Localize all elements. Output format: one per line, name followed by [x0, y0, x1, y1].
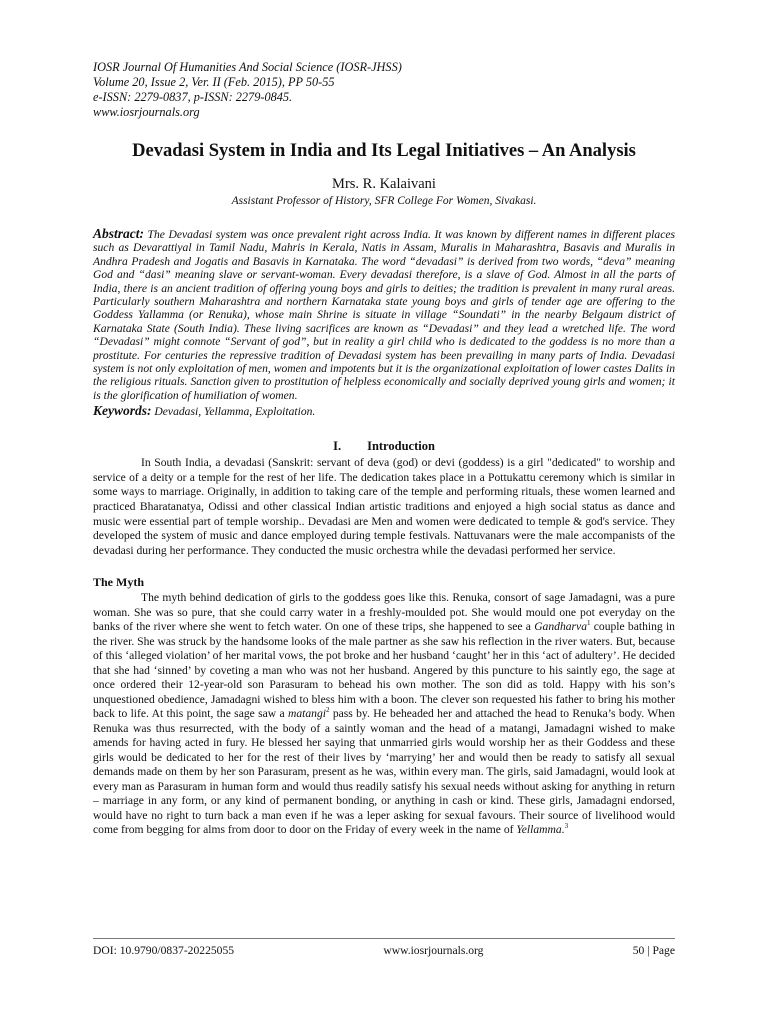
author-affiliation: Assistant Professor of History, SFR College For Women, Sivakasi. [231, 195, 537, 207]
subheading-the-myth: The Myth [93, 575, 144, 590]
abstract-label: Abstract: [93, 226, 145, 241]
keywords [93, 404, 675, 419]
footnote-ref-3[interactable]: 3 [564, 822, 569, 831]
paper-title: Devadasi System in India and Its Legal Initiatives – An Analysis [132, 141, 636, 161]
journal-volume: Volume 20, Issue 2, Ver. II (Feb. 2015), PP 50-55 [93, 75, 335, 89]
footer-page-number: 50 | Page [632, 944, 675, 957]
section-number: I. [333, 439, 342, 454]
journal-issn: e-ISSN: 2279-0837, p-ISSN: 2279-0845. [93, 90, 293, 104]
abstract-text: The Devadasi system was once prevalent right across India. It was known by different names in different places such as Devarattiyal in Tamil Nadu, Mahris in Kerala, Natis in Assam, Muralis in Maharashtra, Basavis and Muralis in Andhra Pradesh and Jogatis and Basavis in Karnataka. The word “devadasi” is derived from two words, “deva” meaning God and “dasi” meaning slave or servant-woman. Every devadasi therefore, is a slave of God. Almost in all the parts of India, there is an ancient tradition of offering young boys and girls to deities; the tradition is prevalent in many rural areas. Particularly southern Maharashtra and northern Karnataka state young boys and girls of tender age are offering to the Goddess Yallamma (or Renuka), whose main Shrine is situate in village “Soundati” in the nearby Belgaum district of Karnataka State (South India). These living sacrifices are known as “Devadasi” and they lead a wretched life. The word “Devadasi” might connote “Servant of god”, but in reality a girl child who is dedicated to the goddess is no more than a prostitute. For centuries the repressive tradition of Devadasi system has been prevailing in many parts of India. Devadasi system is not only exploitation of men, women and impotents but it is the organizational exploitation of lower castes Dalits in the religious rituals. Sanction given to prostitution of helpless economically and socially deprived young girls and women; it is the glorification of humiliation of women. [93, 228, 675, 402]
keywords-label: Keywords: [93, 403, 152, 419]
author-name: Mrs. R. Kalaivani [332, 176, 436, 192]
myth-text-part3: pass by. He beheaded her and attached the head to Renuka’s body. When Renuka was thus resurrected, with the body of a saintly woman and the head of a matangi, Jamadagni wished to make amends for having acted in fury. He blessed her saying that unmarried girls would worship her as their Goddess and these girls would be dedicated to her for the rest of their lives by ‘marrying’ her and would then be ready to satisfy all sexual demands made on them by her son Parasuram, present as he was, within every man. The girls, said Jamadagni, would look at every man as Parasuram in human form and would thus readily satisfy his sexual needs without asking for anything in return – marriage in any form, or any kind of permanent bonding, or anything in cash or kind. These girls, Jamadagni endorsed, would have no right to turn back a man even if he was a leper asking for sexual favours. Their source of livelihood would come from begging for alms from door to door on the Friday of every week in the name of [93, 707, 675, 837]
keywords-text: Devadasi, Yellamma, Exploitation. [154, 405, 316, 419]
page-footer [93, 938, 675, 958]
abstract [93, 227, 675, 402]
gandharva-term: Gandharva [534, 620, 587, 634]
footnote-ref-2[interactable]: 2 [325, 706, 330, 715]
section-title: Introduction [367, 439, 435, 454]
footer-doi: DOI: 10.9790/0837-20225055 [93, 944, 235, 957]
matangi-term: matangi [287, 707, 326, 721]
myth-paragraph [93, 591, 675, 838]
myth-text-part2: couple bathing in the river. She was struck by the handsome looks of the male partner as she saw his reflection in the river waters. But, because of this ‘alleged violation’ of her marital vows, the pot broke and her husband ‘caught’ her in this ‘act of adultery’. He decided that she had ‘sinned’ by coveting a man who was not her husband. Angered by this puncture to his saintly ego, the sage at once ordered their 12-year-old son Parasuram to behead his own mother. The son did as told. Happy with his son’s unquestioned obedience, Jamadagni wished to bless him with a boon. The clever son requested his father to bring his mother back to life. At this point, the sage saw a [93, 620, 675, 721]
myth-text-part1: The myth behind dedication of girls to the goddess goes like this. Renuka, consort of sage Jamadagni, was a pure woman. She was so pure, that she could carry water in a freshly-moulded pot. She would mould one pot everyday on the banks of the river where she went to fetch water. On one of these trips, she happened to see a [93, 591, 675, 634]
footer-website[interactable]: www.iosrjournals.org [383, 944, 484, 957]
paper-page [93, 60, 675, 838]
section-heading-introduction [93, 439, 675, 453]
journal-website: www.iosrjournals.org [93, 105, 200, 119]
journal-info [93, 60, 675, 120]
journal-name: IOSR Journal Of Humanities And Social Science (IOSR-JHSS) [93, 60, 402, 74]
yellamma-term: Yellamma. [516, 823, 565, 837]
footnote-ref-1[interactable]: 1 [587, 619, 591, 628]
introduction-paragraph: In South India, a devadasi (Sanskrit: servant of deva (god) or devi (goddess) is a girl "dedicated" to worship and service of a deity or a temple for the rest of her life. The dedication takes place in a Pottukattu ceremony which is similar in some ways to marriage. Originally, in addition to taking care of the temple and performing rituals, these women learned and practiced Bharatanatya, Odissi and other classical Indian artistic traditions and enjoyed a high social status as dance and music were essential part of temple worship.. Devadasi are Men and women were dedicated to temple & god's service. They developed the system of music and dance employed during temple festivals. Nattuvanars were the male accompanists of the devadasi during her performance. They conducted the music orchestra while the devadasi performed her service. [93, 456, 675, 557]
